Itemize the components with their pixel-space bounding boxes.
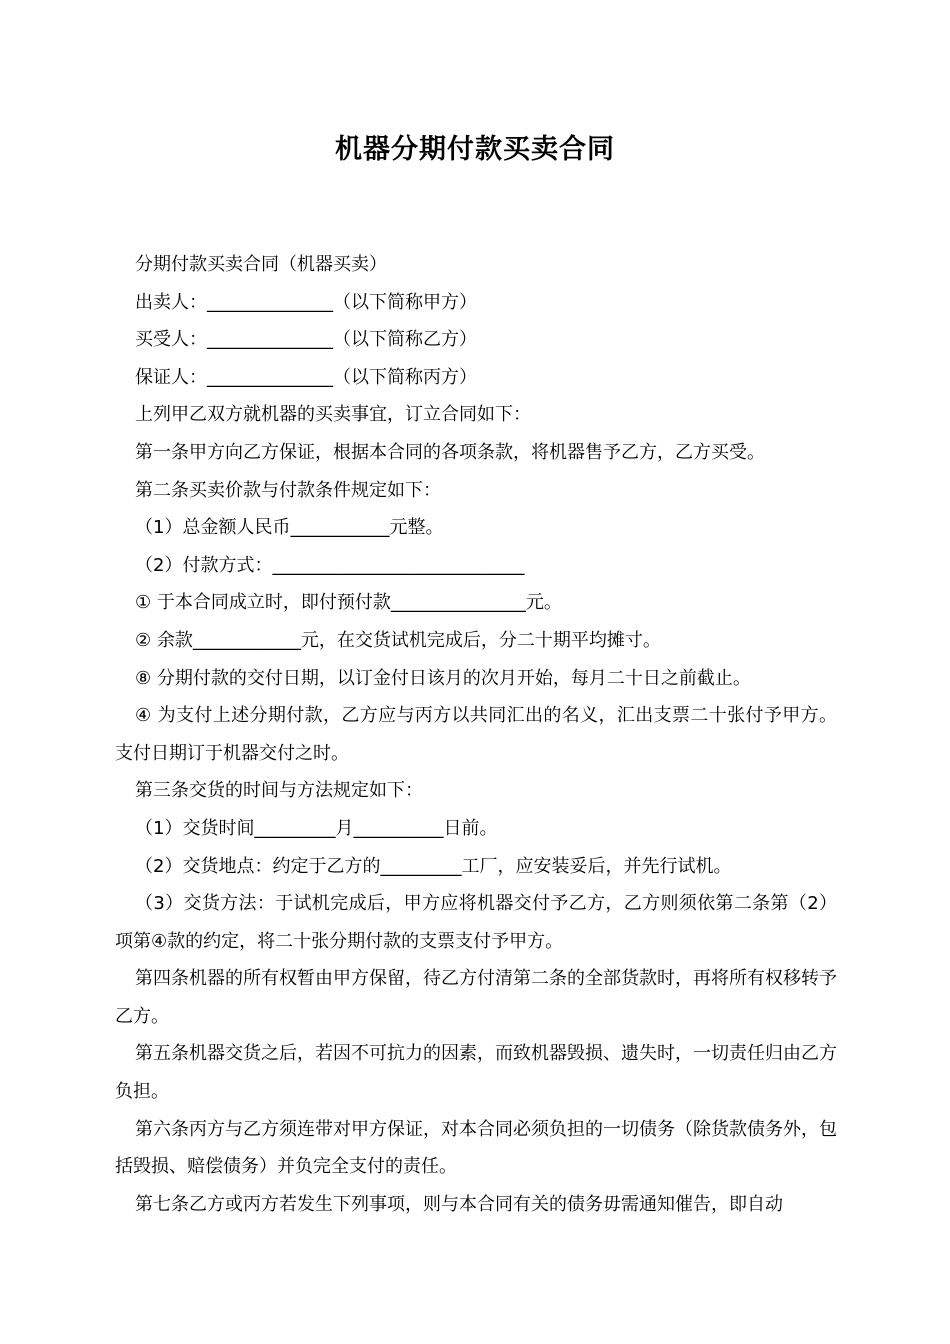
paragraph-article-1: 第一条甲方向乙方保证，根据本合同的各项条款，将机器售予乙方，乙方买受。 bbox=[135, 441, 765, 463]
paragraph-article-2-clause-2: ② 余款____________元，在交货试机完成后，分二十期平均摊寸。 bbox=[135, 629, 661, 651]
paragraph-subtitle: 分期付款买卖合同（机器买卖） bbox=[135, 254, 387, 275]
paragraph-article-2-clause-4 bbox=[115, 697, 837, 772]
paragraph-article-3-item-3-text: （3）交货方法：于试机完成后，甲方应将机器交付予乙方，乙方则须依第二条第（2）项第④款的约定，将二十张分期付款的支票支付予甲方。 bbox=[115, 893, 837, 952]
paragraph-article-3: 第三条交货的时间与方法规定如下： bbox=[135, 780, 423, 802]
paragraph-article-2-clause-1: ① 于本合同成立时，即付预付款_______________元。 bbox=[135, 592, 562, 614]
paragraph-article-4 bbox=[115, 960, 837, 1035]
document-body bbox=[115, 246, 837, 1223]
paragraph-article-4-text: 第四条机器的所有权暂由甲方保留，待乙方付清第二条的全部货款时，再将所有权移转予乙方。 bbox=[115, 968, 837, 1027]
paragraph-guarantor: 保证人：______________（以下简称丙方） bbox=[135, 366, 477, 388]
paragraph-buyer: 买受人：______________（以下简称乙方） bbox=[135, 329, 477, 351]
paragraph-article-2-item-2: （2）付款方式：____________________________ bbox=[135, 554, 525, 576]
paragraph-article-3-item-1: （1）交货时间_________月__________日前。 bbox=[135, 817, 498, 839]
paragraph-article-3-item-3 bbox=[115, 885, 837, 960]
document-title: 机器分期付款买卖合同 bbox=[335, 134, 615, 165]
paragraph-article-6-text: 第六条丙方与乙方须连带对甲方保证，对本合同必须负担的一切债务（除货款债务外，包括毁损、赔偿债务）并负完全支付的责任。 bbox=[115, 1118, 837, 1178]
paragraph-article-5-text: 第五条机器交货之后，若因不可抗力的因素，而致机器毁损、遗失时，一切责任归由乙方负担。 bbox=[115, 1043, 837, 1103]
paragraph-article-7: 第七条乙方或丙方若发生下列事项，则与本合同有关的债务毋需通知催告，即自动 bbox=[135, 1193, 783, 1215]
paragraph-article-6 bbox=[115, 1111, 837, 1186]
paragraph-article-2-item-1: （1）总金额人民币___________元整。 bbox=[135, 517, 444, 539]
paragraph-preamble: 上列甲乙双方就机器的买卖事宜，订立合同如下： bbox=[135, 404, 531, 426]
paragraph-article-3-item-2: （2）交货地点：约定于乙方的_________工厂，应安装妥后，并先行试机。 bbox=[135, 855, 732, 877]
paragraph-article-2-clause-4-text: ④ 为支付上述分期付款，乙方应与丙方以共同汇出的名义，汇出支票二十张付予甲方。支付日期订于机器交付之时。 bbox=[115, 705, 837, 764]
paragraph-seller: 出卖人：______________（以下简称甲方） bbox=[135, 291, 477, 313]
paragraph-article-2-clause-3: ⑧ 分期付款的交付日期，以订金付日该月的次月开始，每月二十日之前截止。 bbox=[135, 667, 751, 689]
paragraph-article-2: 第二条买卖价款与付款条件规定如下： bbox=[135, 479, 441, 501]
paragraph-article-5 bbox=[115, 1035, 837, 1110]
